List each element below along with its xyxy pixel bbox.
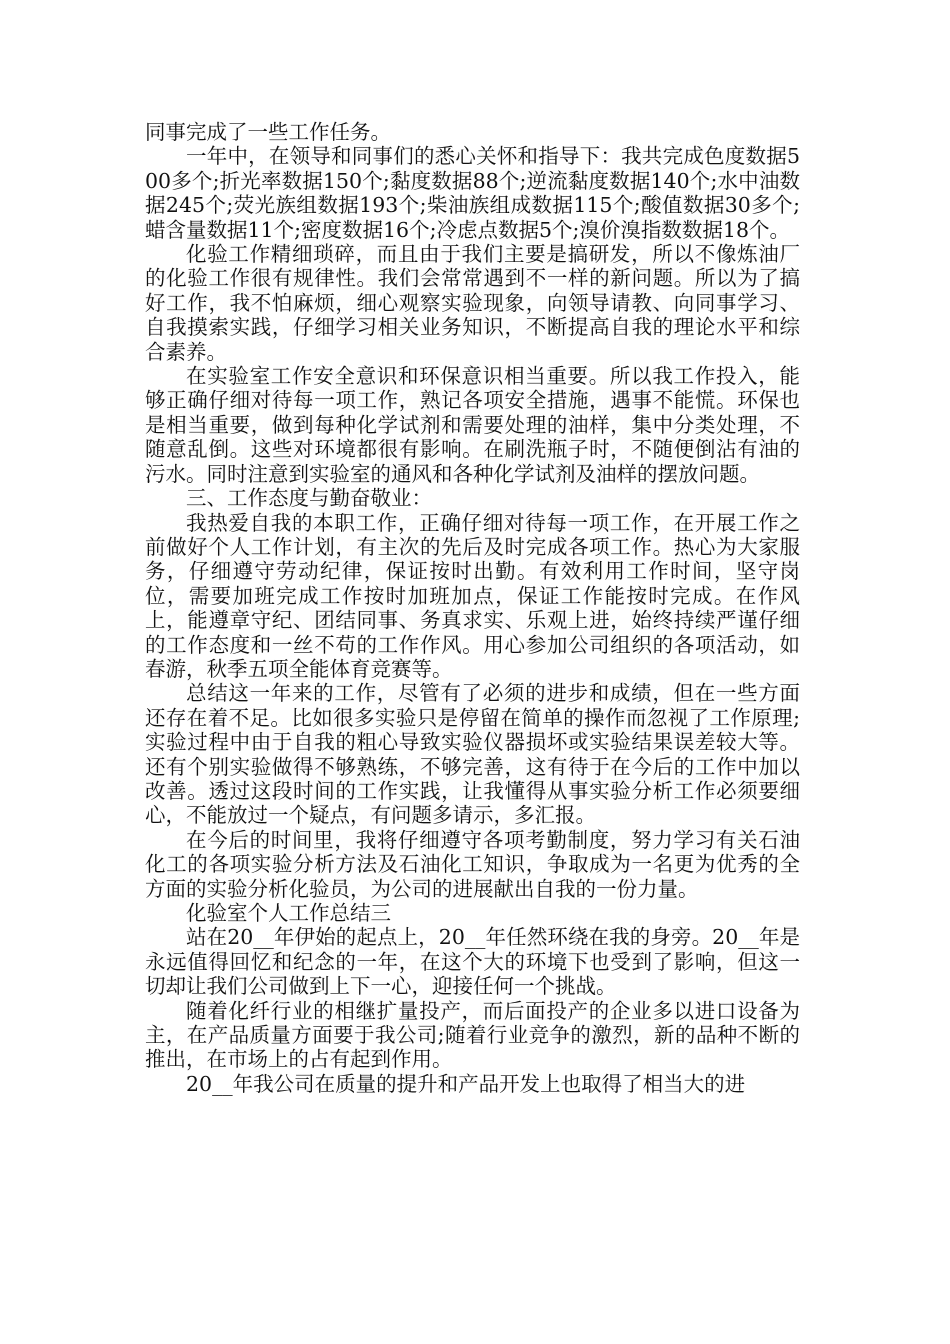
section-heading: 三、工作态度与勤奋敬业： (186, 486, 432, 511)
paragraph-quality: 20__年我公司在质量的提升和产品开发上也取得了相当大的进 (186, 1071, 746, 1096)
paragraph-future: 在今后的时间里，我将仔细遵守各项考勤制度，努力学习有关石油化工的各项实验分析方法及石油化工知识，争取成为一名更为优秀的全方面的实验分析化验员，为公司的进展献出自我的一份力量。 (145, 827, 800, 901)
paragraph-continuation: 同事完成了一些工作任务。 (145, 120, 391, 144)
paragraph-attitude: 我热爱自我的本职工作，正确仔细对待每一项工作，在开展工作之前做好个人工作计划，有主次的先后及时完成各项工作。热心为大家服务，仔细遵守劳动纪律，保证按时出勤。有效利用工作时间，坚守岗位，需要加班完成工作按时加班加点，保证工作能按时完成。在作风上，能遵章守纪、团结同事、务真求实、乐观上进，始终持续严谨仔细的工作态度和一丝不苟的工作作风。用心参加公司组织的各项活动，如春游，秋季五项全能体育竞赛等。 (145, 510, 800, 681)
paragraph-safety: 在实验室工作安全意识和环保意识相当重要。所以我工作投入，能够正确仔细对待每一项工作，熟记各项安全措施，遇事不能慌。环保也是相当重要，做到每种化学试剂和需要处理的油样，集中分类处理，不随意乱倒。这些对环境都很有影响。在刷洗瓶子时，不随便倒沾有油的污水。同时注意到实验室的通风和各种化学试剂及油样的摆放问题。 (145, 364, 800, 486)
paragraph-intro: 站在20__年伊始的起点上，20__年任然环绕在我的身旁。20__年是永远值得回忆和纪念的一年，在这个大的环境下也受到了影响，但这一切却让我们公司做到上下一心，迎接任何一个挑战。 (145, 925, 800, 999)
paragraph-shortcomings: 总结这一年来的工作，尽管有了必须的进步和成绩，但在一些方面还存在着不足。比如很多实验只是停留在简单的操作而忽视了工作原理;实验过程中由于自我的粗心导致实验仪器损坏或实验结果误差较大等。还有个别实验做得不够熟练，不够完善，这有待于在今后的工作中加以改善。透过这段时间的工作实践，让我懂得从事实验分析工作必须要细心，不能放过一个疑点，有问题多请示，多汇报。 (145, 681, 800, 828)
paragraph-data-summary: 一年中，在领导和同事们的悉心关怀和指导下：我共完成色度数据500多个;折光率数据150个;黏度数据88个;逆流黏度数据140个;水中油数据245个;荧光族组数据193个;柴油族组成数据115个;酸值数据30多个;蜡含量数据11个;密度数据16个;冷虑点数据5个;溴价溴指数数据18个。 (145, 144, 800, 242)
paragraph-lab-work: 化验工作精细琐碎，而且由于我们主要是搞研发，所以不像炼油厂的化验工作很有规律性。我们会常常遇到不一样的新问题。所以为了搞好工作，我不怕麻烦，细心观察实验现象，向领导请教、向同事学习、自我摸索实践，仔细学习相关业务知识，不断提高自我的理论水平和综合素养。 (145, 242, 800, 364)
paragraph-industry: 随着化纤行业的相继扩量投产，而后面投产的企业多以进口设备为主，在产品质量方面要于我公司;随着行业竞争的激烈，新的品种不断的推出，在市场上的占有起到作用。 (145, 998, 800, 1072)
document-page (145, 120, 800, 1096)
document-subtitle: 化验室个人工作总结三 (186, 901, 391, 925)
